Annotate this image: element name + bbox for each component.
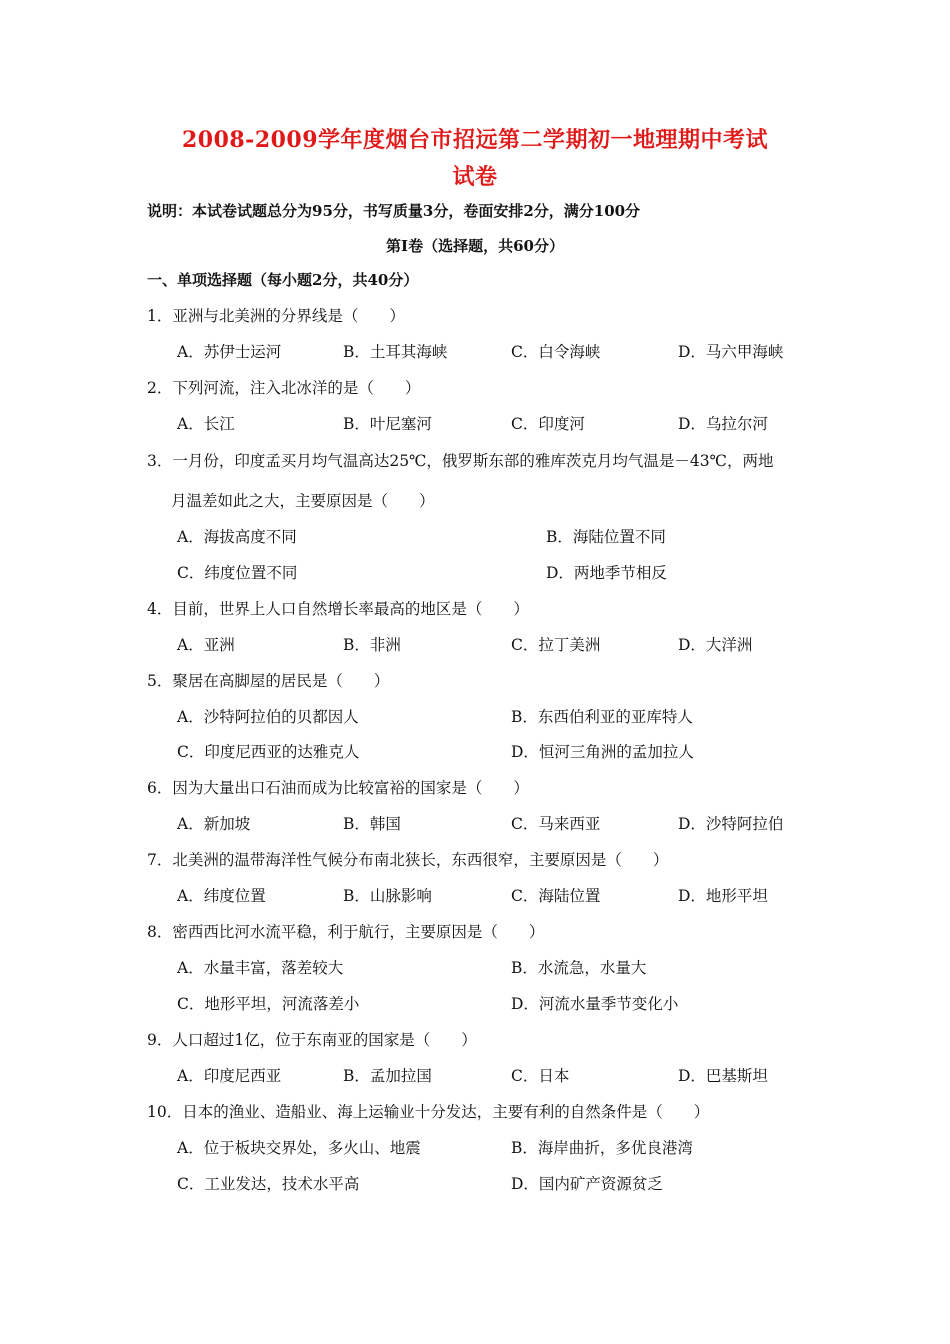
exam-title: 2008-2009学年度烟台市招远第二学期初一地理期中考试 [181,127,769,153]
option-8d: D．河流水量季节变化小 [511,995,679,1013]
option-1b: B．土耳其海峡 [343,343,448,361]
option-5b: B．东西伯利亚的亚库特人 [511,708,693,726]
question-5: 5．聚居在高脚屋的居民是（ ） [147,672,390,690]
option-6a: A．新加坡 [177,815,251,833]
option-1c: C．白令海峡 [511,343,601,361]
option-3c: C．纬度位置不同 [177,564,298,582]
section-heading: 一、单项选择题（每小题2分，共40分） [147,271,419,289]
option-7a: A．纬度位置 [177,887,266,905]
question-3: 3．一月份，印度孟买月均气温高达25℃，俄罗斯东部的雅库茨克月均气温是－43℃，两地 [147,452,774,470]
option-9d: D．巴基斯坦 [678,1067,768,1085]
option-4c: C．拉丁美洲 [511,636,601,654]
question-2: 2．下列河流，注入北冰洋的是（ ） [147,379,421,397]
option-5a: A．沙特阿拉伯的贝都因人 [177,708,359,726]
option-10b: B．海岸曲折，多优良港湾 [511,1139,693,1157]
option-8a: A．水量丰富，落差较大 [177,959,344,977]
option-10c: C．工业发达，技术水平高 [177,1175,360,1193]
option-4a: A．亚洲 [177,636,235,654]
option-8b: B．水流急，水量大 [511,959,647,977]
question-7: 7．北美洲的温带海洋性气候分布南北狭长，东西很窄，主要原因是（ ） [147,851,669,869]
question-3-continued: 月温差如此之大，主要原因是（ ） [171,492,435,510]
question-4: 4．目前，世界上人口自然增长率最高的地区是（ ） [147,600,529,618]
question-1: 1．亚洲与北美洲的分界线是（ ） [147,307,405,325]
option-1a: A．苏伊士运河 [177,343,282,361]
option-3d: D．两地季节相反 [546,564,667,582]
question-9: 9．人口超过1亿，位于东南亚的国家是（ ） [147,1031,477,1049]
exam-instructions: 说明：本试卷试题总分为95分，书写质量3分，卷面安排2分，满分100分 [147,202,641,220]
option-4d: D．大洋洲 [678,636,753,654]
question-8: 8．密西西比河水流平稳，利于航行，主要原因是（ ） [147,923,545,941]
option-6c: C．马来西亚 [511,815,601,833]
question-6: 6．因为大量出口石油而成为比较富裕的国家是（ ） [147,779,529,797]
question-10: 10．日本的渔业、造船业、海上运输业十分发达，主要有利的自然条件是（ ） [147,1103,710,1121]
option-8c: C．地形平坦，河流落差小 [177,995,360,1013]
option-7d: D．地形平坦 [678,887,768,905]
option-7c: C．海陆位置 [511,887,601,905]
option-2c: C．印度河 [511,415,585,433]
option-1d: D．马六甲海峡 [678,343,784,361]
option-6d: D．沙特阿拉伯 [678,815,784,833]
option-10a: A．位于板块交界处，多火山、地震 [177,1139,421,1157]
option-4b: B．非洲 [343,636,401,654]
option-3a: A．海拔高度不同 [177,528,297,546]
option-2b: B．叶尼塞河 [343,415,432,433]
option-6b: B．韩国 [343,815,401,833]
part-heading: 第Ⅰ卷（选择题，共60分） [386,237,564,255]
option-3b: B．海陆位置不同 [546,528,666,546]
option-9b: B．孟加拉国 [343,1067,432,1085]
exam-title-line2: 试卷 [452,164,498,190]
option-5d: D．恒河三角洲的孟加拉人 [511,743,694,761]
option-9a: A．印度尼西亚 [177,1067,282,1085]
option-2d: D．乌拉尔河 [678,415,768,433]
option-10d: D．国内矿产资源贫乏 [511,1175,663,1193]
option-2a: A．长江 [177,415,235,433]
option-7b: B．山脉影响 [343,887,432,905]
option-9c: C．日本 [511,1067,570,1085]
option-5c: C．印度尼西亚的达雅克人 [177,743,360,761]
